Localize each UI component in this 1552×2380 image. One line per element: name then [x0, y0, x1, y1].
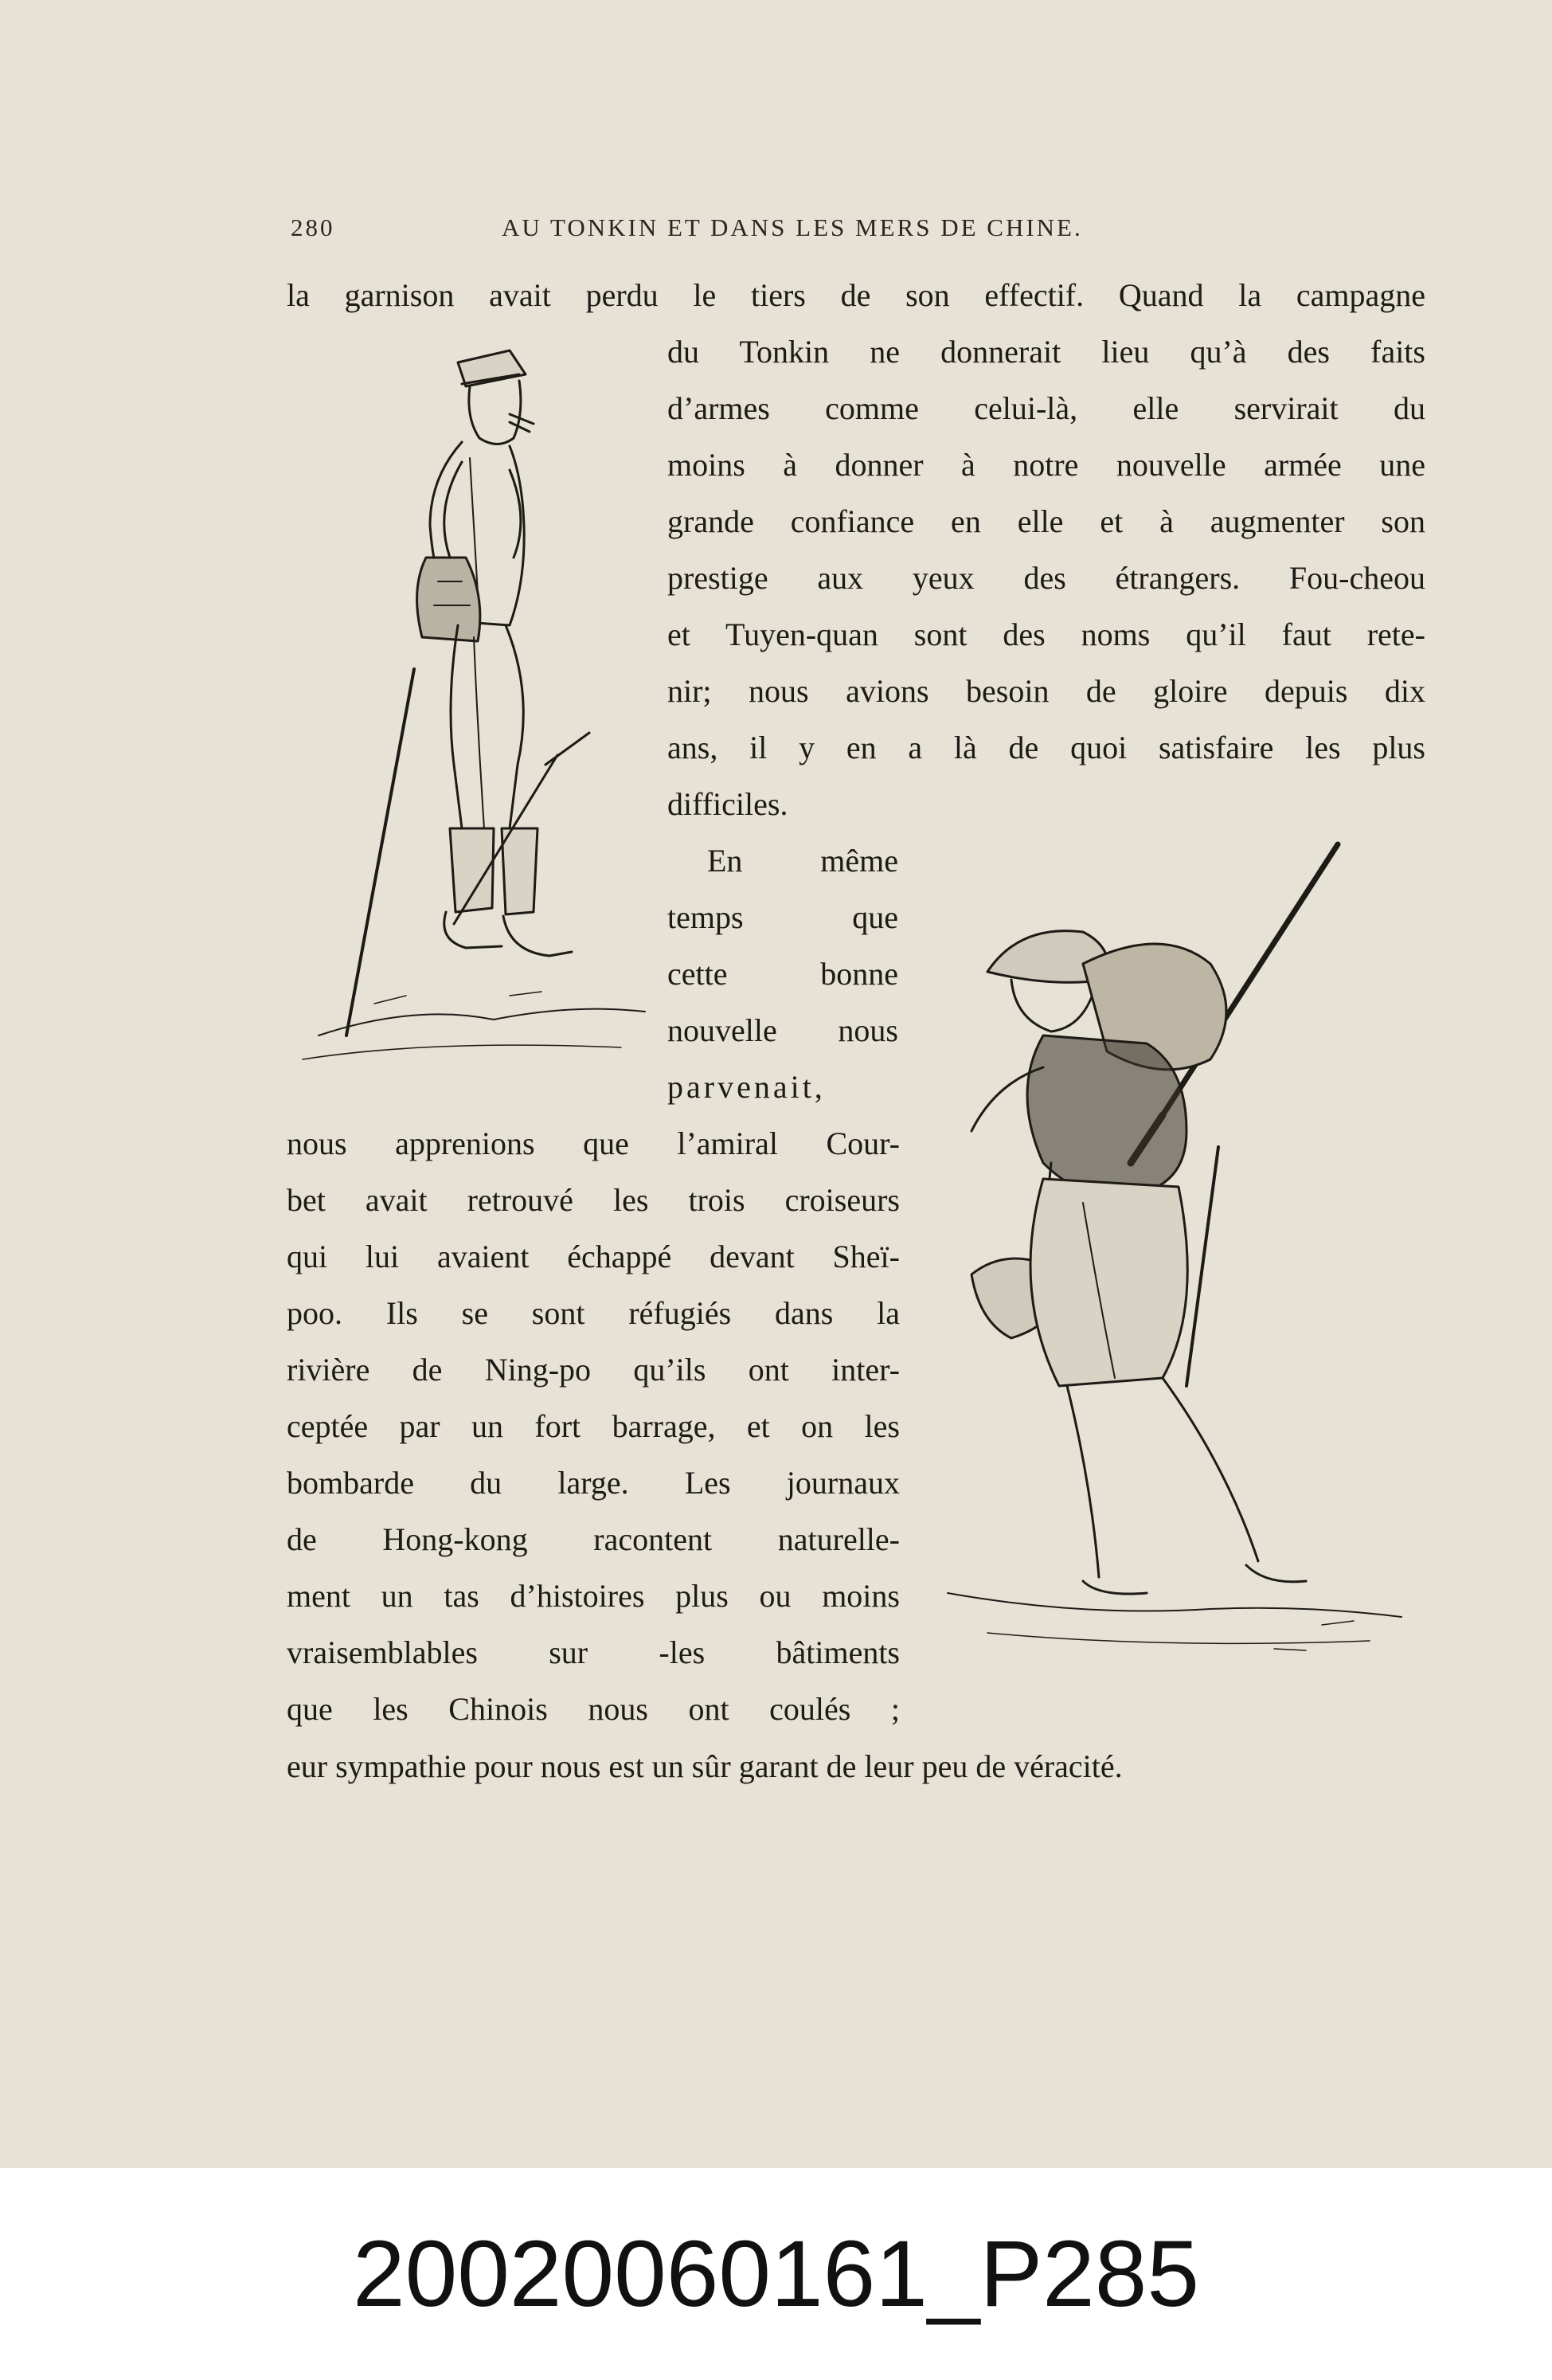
text-line: En même: [707, 843, 898, 879]
text-line: cette bonne: [667, 956, 898, 992]
page-header: [291, 213, 1226, 253]
text-line: nir; nous avions besoin de gloire depuis dix: [667, 673, 1425, 709]
text-line: ment un tas d’histoires plus ou moins: [287, 1578, 900, 1614]
walking-man-with-rifle-sketch: [924, 828, 1425, 1713]
text-line: nouvelle nous: [667, 1012, 898, 1048]
text-line: poo. Ils se sont réfugiés dans la: [287, 1295, 900, 1331]
text-line: de Hong-kong racontent naturelle-: [287, 1521, 900, 1557]
text-line: d’armes comme celui-là, elle servirait du: [667, 390, 1425, 426]
image-caption: 20020060161_P285: [0, 2168, 1552, 2380]
text-line: ans, il y en a là de quoi satisfaire les plus: [667, 730, 1425, 765]
text-line: temps que: [667, 899, 898, 935]
text-line: ceptée par un fort barrage, et on les: [287, 1408, 900, 1444]
running-title: AU TONKIN ET DANS LES MERS DE CHINE.: [502, 213, 1083, 241]
page-number: 280: [291, 213, 335, 241]
text-line: rivière de Ning-po qu’ils ont inter-: [287, 1352, 900, 1388]
text-line: moins à donner à notre nouvelle armée une: [667, 447, 1425, 483]
text-line: difficiles.: [667, 786, 788, 822]
text-line: que les Chinois nous ont coulés ;: [287, 1691, 900, 1727]
text-line: du Tonkin ne donnerait lieu qu’à des faits: [667, 334, 1425, 370]
standing-soldier-sketch: [271, 319, 661, 1107]
text-line: bet avait retrouvé les trois croiseurs: [287, 1182, 900, 1218]
text-line: eur sympathie pour nous est un sûr garant de leur peu de véracité.: [287, 1748, 1123, 1784]
text-line: vraisemblables sur -les bâtiments: [287, 1634, 900, 1670]
text-line: la garnison avait perdu le tiers de son effectif. Quand la campagne: [287, 277, 1425, 313]
text-line: grande confiance en elle et à augmenter son: [667, 503, 1425, 539]
text-line: parvenait,: [667, 1069, 826, 1105]
text-line: nous apprenions que l’amiral Cour-: [287, 1125, 900, 1161]
text-line: bombarde du large. Les journaux: [287, 1465, 900, 1501]
text-line: prestige aux yeux des étrangers. Fou-cheou: [667, 560, 1425, 596]
text-line: qui lui avaient échappé devant Sheï-: [287, 1239, 900, 1274]
text-line: et Tuyen-quan sont des noms qu’il faut rete-: [667, 617, 1425, 652]
